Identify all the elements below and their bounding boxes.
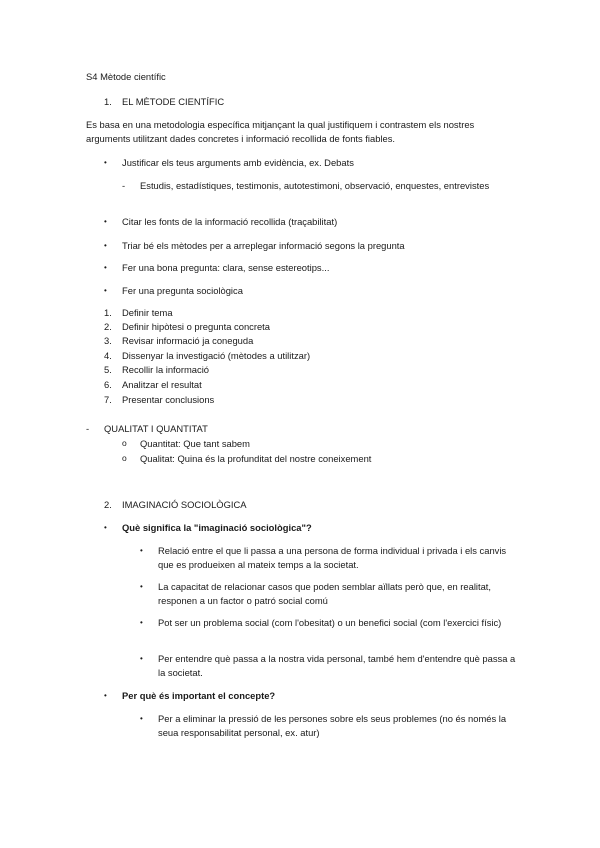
bullet-icon: • (140, 618, 143, 627)
section2-heading: IMAGINACIÓ SOCIOLÒGICA (122, 499, 247, 510)
section1-heading: EL MÈTODE CIENTÍFIC (122, 96, 225, 107)
bullet-icon: • (104, 691, 107, 700)
section1-bullet-2: Citar les fonts de la informació recollida (traçabilitat) (122, 216, 338, 227)
section1-sub-item: Estudis, estadístiques, testimonis, autotestimoni, observació, enquestes, entrevistes (140, 180, 490, 191)
circle-bullet-icon: o (122, 438, 127, 448)
bullet-icon: • (104, 523, 107, 532)
bullet-icon: • (104, 158, 107, 167)
qualitat-item-1: Quantitat: Que tant sabem (140, 438, 250, 449)
step-number: 7. (104, 394, 112, 405)
step-text: Revisar informació ja coneguda (122, 335, 254, 346)
step-number: 5. (104, 364, 112, 375)
section2-q1-item-4: Per entendre què passa a la nostra vida personal, també hem d'entendre què passa a la societat. (158, 653, 516, 678)
bullet-icon: • (140, 582, 143, 591)
step-text: Recollir la informació (122, 364, 210, 375)
dash-icon: - (86, 423, 90, 434)
step-text: Definir tema (122, 307, 173, 318)
qualitat-item-2: Qualitat: Quina és la profunditat del nostre coneixement (140, 453, 372, 464)
section2-q1-item-3: Pot ser un problema social (com l'obesitat) o un benefici social (com l'exercici físic) (158, 617, 502, 628)
section1-bullet-3: Triar bé els mètodes per a arreplegar informació segons la pregunta (122, 240, 405, 251)
bullet-icon: • (140, 654, 143, 663)
dash-icon: - (122, 180, 126, 191)
section2-question-1: Què significa la "imaginació sociològica"? (122, 522, 312, 533)
section2-question-2: Per què és important el concepte? (122, 690, 276, 701)
qualitat-heading: QUALITAT I QUANTITAT (104, 423, 208, 434)
section2-q1-item-1: Relació entre el que li passa a una persona de forma individual i privada i els canvis que es produeixen al mateix temps a la societat. (158, 545, 507, 570)
step-number: 4. (104, 350, 112, 361)
bullet-icon: • (104, 263, 107, 272)
step-number: 2. (104, 321, 112, 332)
step-text: Dissenyar la investigació (mètodes a utilitzar) (122, 350, 311, 361)
section2-q2-item-1: Per a eliminar la pressió de les persones sobre els seus problemes (no és només la seua responsabilitat personal, ex. atur) (158, 713, 507, 738)
bullet-icon: • (104, 286, 107, 295)
section1-intro: Es basa en una metodologia específica mitjançant la qual justifiquem i contrastem els nostres arguments utilitzant dades concretes i informació recollida de fonts fiables. (86, 119, 475, 144)
step-text: Definir hipòtesi o pregunta concreta (122, 321, 271, 332)
bullet-icon: • (140, 546, 143, 555)
section2-number: 2. (104, 499, 112, 510)
doc-title: S4 Mètode científic (86, 71, 166, 82)
step-number: 3. (104, 335, 112, 346)
step-text: Analitzar el resultat (122, 379, 202, 390)
step-number: 6. (104, 379, 112, 390)
bullet-icon: • (104, 241, 107, 250)
section1-bullet-5: Fer una pregunta sociològica (122, 285, 243, 296)
step-number: 1. (104, 307, 112, 318)
section2-q1-item-2: La capacitat de relacionar casos que poden semblar aïllats però que, en realitat, responen a un factor o patró social comú (158, 581, 492, 606)
section1-number: 1. (104, 96, 112, 107)
section1-bullet-1: Justificar els teus arguments amb evidència, ex. Debats (122, 157, 354, 168)
section1-bullet-4: Fer una bona pregunta: clara, sense estereotips... (122, 262, 330, 273)
bullet-icon: • (104, 217, 107, 226)
step-text: Presentar conclusions (122, 394, 215, 405)
circle-bullet-icon: o (122, 453, 127, 463)
bullet-icon: • (140, 714, 143, 723)
